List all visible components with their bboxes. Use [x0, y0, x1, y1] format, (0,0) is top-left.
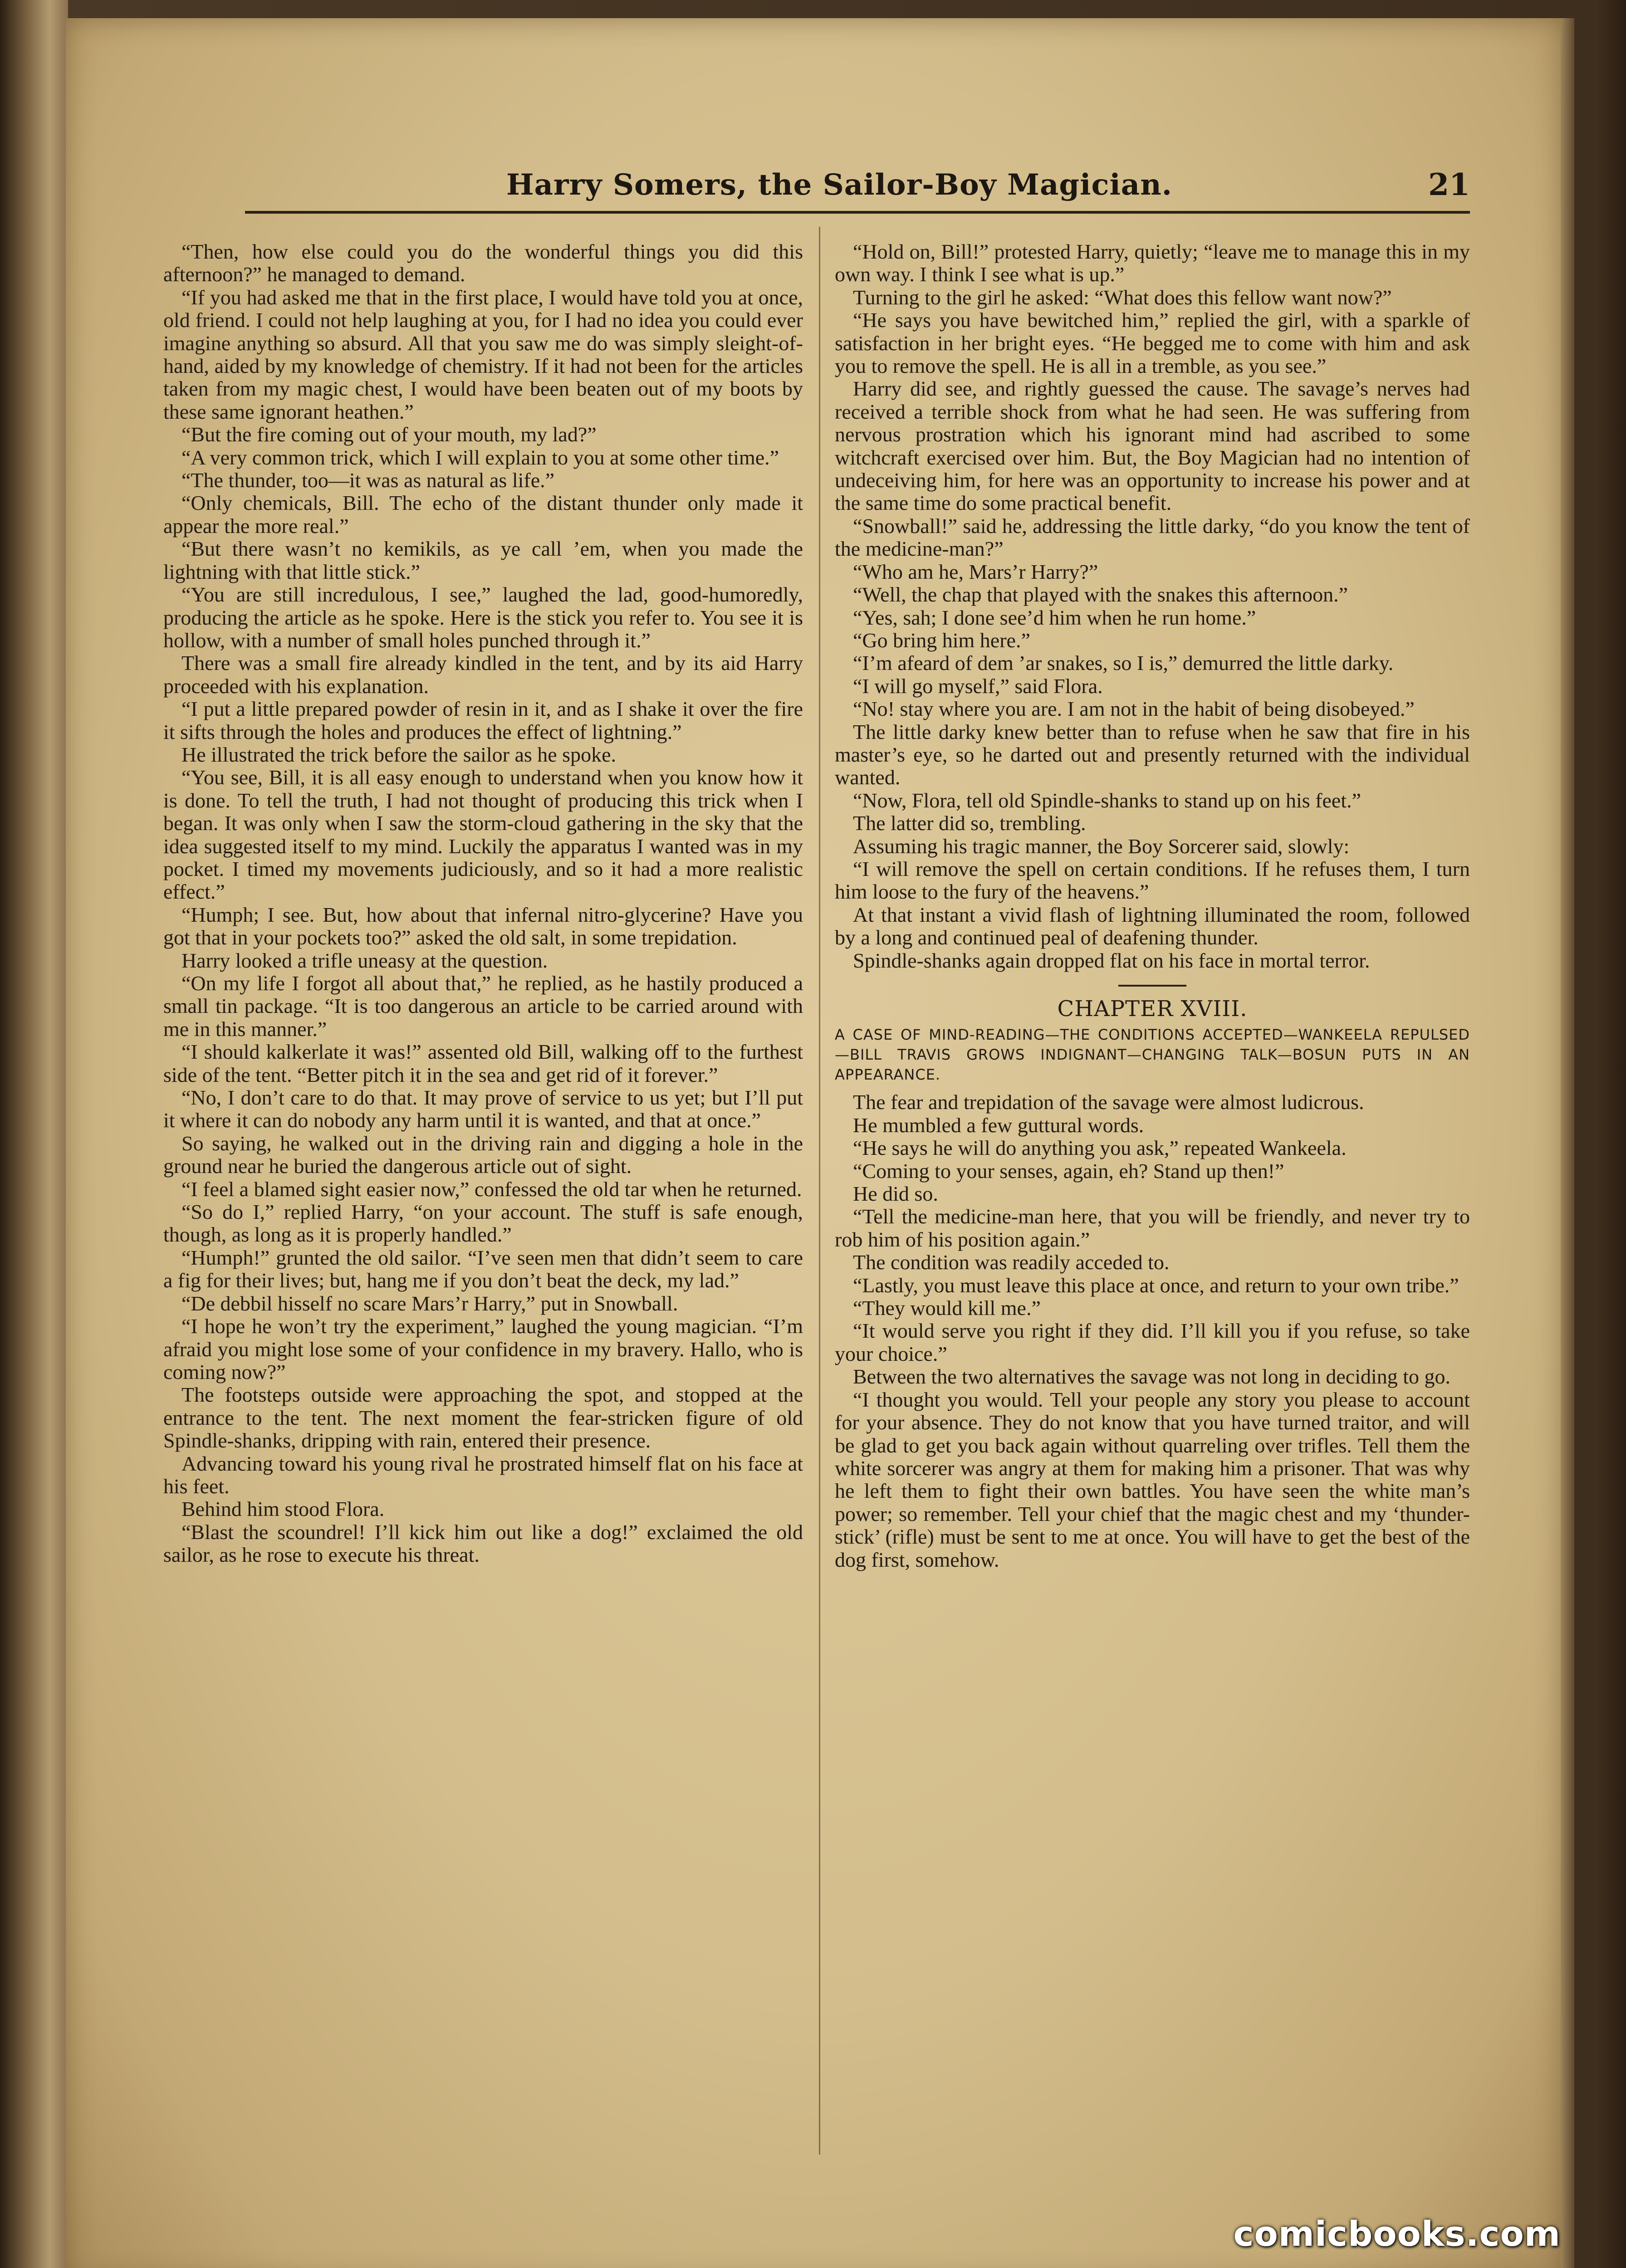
paragraph: “No! stay where you are. I am not in the habit of being disobeyed.” — [853, 697, 1415, 721]
book-spine-fold — [0, 0, 68, 2268]
paragraph: “Who am he, Mars’r Harry?” — [853, 560, 1098, 583]
paragraph: “You are still incredulous, I see,” laughed the lad, good-humoredly, producing the article as he spoke. Here is the stick you refer to. You see it is hollow, with a number of small holes punched through it.” — [163, 583, 803, 652]
paragraph: “It would serve you right if they did. I’ll kill you if you refuse, so take your choice.” — [835, 1319, 1470, 1365]
paragraph: “Lastly, you must leave this place at once, and return to your own tribe.” — [853, 1273, 1459, 1297]
paragraph: “They would kill me.” — [853, 1296, 1041, 1320]
paragraph: “If you had asked me that in the first place, I would have told you at once, old friend. I could not help laughing at you, for I had no idea you could ever imagine anything so absurd. All that you saw me do was simply sleight-of-hand, aided by my knowledge of chemistry. If it had not been for the articles taken from my magic chest, I would have been beaten out of my boots by these same ignorant heathen.” — [163, 285, 803, 423]
chapter-summary: A CASE OF MIND-READING—THE CONDITIONS ACCEPTED—WANKEELA REPULSED—BILL TRAVIS GROWS INDIGNANT—CHANGING TALK—BOSUN PUTS IN AN APPEARANCE. — [835, 1026, 1470, 1084]
paragraph: “But there wasn’t no kemikils, as ye call ’em, when you made the lightning with that little stick.” — [163, 537, 803, 583]
paragraph: Between the two alternatives the savage was not long in deciding to go. — [853, 1365, 1451, 1388]
paragraph: “Coming to your senses, again, eh? Stand up then!” — [853, 1159, 1284, 1183]
column-divider — [819, 227, 820, 2155]
paragraph: “Then, how else could you do the wonderful things you did this afternoon?” he managed to demand. — [163, 240, 803, 286]
paragraph: “I should kalkerlate it was!” assented old Bill, walking off to the furthest side of the tent. “Better pitch it in the sea and get rid of it forever.” — [163, 1040, 803, 1086]
paragraph: “Tell the medicine-man here, that you will be friendly, and never try to rob him of his position again.” — [835, 1205, 1470, 1251]
paragraph: “I thought you would. Tell your people any story you please to account for your absence. They do not know that you have turned traitor, and will be glad to get you back again without quarreling over trifles. Tell them the white sorcerer was angry at them for making him a prisoner. That was why he left them to fight their own battles. You have seen the white man’s power; so remember. Tell your chief that the magic chest and my ‘thunder-stick’ (rifle) must be sent to me at once. You will have to get the best of the dog first, somehow. — [835, 1388, 1470, 1571]
paragraph: “Well, the chap that played with the snakes this afternoon.” — [853, 583, 1348, 606]
paragraph: “On my life I forgot all about that,” he replied, as he hastily produced a small tin package. “It is too dangerous an article to be carried around with me in this manner.” — [163, 972, 803, 1041]
page-edge-shadow — [1561, 18, 1574, 2268]
right-column-top — [835, 240, 1470, 972]
paragraph: The footsteps outside were approaching the spot, and stopped at the entrance to the tent. The next moment the fear-stricken figure of old Spindle-shanks, dripping with rain, entered their presence. — [163, 1383, 803, 1452]
paragraph: “Humph; I see. But, how about that infernal nitro-glycerine? Have you got that in your pockets too?” asked the old salt, in some trepidation. — [163, 903, 803, 949]
paragraph: The latter did so, trembling. — [853, 811, 1086, 835]
paragraph: He did so. — [853, 1182, 938, 1206]
paragraph: “But the fire coming out of your mouth, my lad?” — [181, 423, 597, 446]
paragraph: “I hope he won’t try the experiment,” laughed the young magician. “I’m afraid you might lose some of your confidence in my bravery. Hallo, who is coming now?” — [163, 1315, 803, 1383]
paragraph: Advancing toward his young rival he prostrated himself flat on his face at his feet. — [163, 1452, 803, 1498]
paragraph: “He says you have bewitched him,” replied the girl, with a sparkle of satisfaction in her bright eyes. “He begged me to come with him and ask you to remove the spell. He is all in a tremble, as you see.” — [835, 308, 1470, 378]
paragraph: “So do I,” replied Harry, “on your account. The stuff is safe enough, though, as long as it is properly handled.” — [163, 1200, 803, 1246]
paragraph: “Now, Flora, tell old Spindle-shanks to stand up on his feet.” — [853, 788, 1362, 812]
paragraph: There was a small fire already kindled in the tent, and by its aid Harry proceeded with his explanation. — [163, 651, 803, 698]
paragraph: “I put a little prepared powder of resin in it, and as I shake it over the fire it sifts through the holes and produces the effect of lightning.” — [163, 697, 803, 743]
right-column-bottom — [835, 1091, 1470, 1571]
paragraph: So saying, he walked out in the driving rain and digging a hole in the ground near he buried the dangerous article out of sight. — [163, 1131, 803, 1178]
paragraph: The fear and trepidation of the savage were almost ludicrous. — [853, 1090, 1364, 1114]
paragraph: Spindle-shanks again dropped flat on his face in mortal terror. — [853, 948, 1370, 972]
paragraph: “I feel a blamed sight easier now,” confessed the old tar when he returned. — [181, 1177, 802, 1201]
paragraph: “Humph!” grunted the old sailor. “I’ve seen men that didn’t seem to care a fig for their lives; but, hang me if you don’t beat the deck, my lad.” — [163, 1246, 803, 1292]
paragraph: “No, I don’t care to do that. It may prove of service to us yet; but I’ll put it where it can do nobody any harm until it is wanted, and that at once.” — [163, 1086, 803, 1132]
chapter-rule — [1118, 985, 1186, 987]
paragraph: “The thunder, too—it was as natural as life.” — [181, 469, 555, 492]
watermark: comicbooks.com — [1233, 2214, 1561, 2254]
paragraph: Behind him stood Flora. — [181, 1497, 385, 1521]
left-column — [163, 240, 803, 1567]
paragraph: Harry did see, and rightly guessed the cause. The savage’s nerves had received a terrible shock from what he had seen. He was suffering from nervous prostration which his ignorant mind had ascribed to some witchcraft exercised over him. But, the Boy Magician had no intention of undeceiving him, for here was an opportunity to increase his power and at the same time do some practical benefit. — [835, 377, 1470, 515]
paragraph: “You see, Bill, it is all easy enough to understand when you know how it is done. To tell the truth, I had not thought of producing this trick when I began. It was only when I saw the storm-cloud gathering in the sky that the idea suggested itself to my mind. Luckily the apparatus I wanted was in my pocket. I timed my movements judiciously, and so it had a more realistic effect.” — [163, 766, 803, 904]
paragraph: “A very common trick, which I will explain to you at some other time.” — [181, 445, 779, 469]
running-title: Harry Somers, the Sailor-Boy Magician. — [506, 168, 1173, 202]
paragraph: Turning to the girl he asked: “What does this fellow want now?” — [853, 285, 1392, 309]
paragraph: “I’m afeard of dem ’ar snakes, so I is,” demurred the little darky. — [853, 651, 1394, 675]
paragraph: “I will remove the spell on certain conditions. If he refuses them, I turn him loose to the fury of the heavens.” — [835, 857, 1470, 904]
paragraph: “Only chemicals, Bill. The echo of the distant thunder only made it appear the more real.” — [163, 491, 803, 538]
paragraph: “Go bring him here.” — [853, 628, 1030, 652]
paragraph: “Yes, sah; I done see’d him when he run home.” — [853, 606, 1256, 629]
paragraph: He illustrated the trick before the sailor as he spoke. — [181, 743, 617, 766]
paragraph: “Snowball!” said he, addressing the little darky, “do you know the tent of the medicine-man?” — [835, 514, 1470, 561]
paragraph: “Blast the scoundrel! I’ll kick him out like a dog!” exclaimed the old sailor, as he rose to execute his threat. — [163, 1520, 803, 1567]
paragraph: “I will go myself,” said Flora. — [853, 674, 1103, 698]
paragraph: “De debbil hisself no scare Mars’r Harry,” put in Snowball. — [181, 1291, 678, 1315]
paragraph: Harry looked a trifle uneasy at the question. — [181, 948, 548, 972]
paragraph: He mumbled a few guttural words. — [853, 1113, 1144, 1137]
paragraph: “Hold on, Bill!” protested Harry, quietly; “leave me to manage this in my own way. I think I see what is up.” — [835, 240, 1470, 286]
paragraph: “He says he will do anything you ask,” repeated Wankeela. — [853, 1136, 1347, 1160]
chapter-heading: CHAPTER XVIII. — [1057, 996, 1248, 1022]
right-column — [835, 240, 1470, 1571]
paragraph: Assuming his tragic manner, the Boy Sorcerer said, slowly: — [853, 834, 1350, 858]
paragraph: At that instant a vivid flash of lightning illuminated the room, followed by a long and continued peal of deafening thunder. — [835, 903, 1470, 949]
header-rule — [245, 211, 1470, 214]
paragraph: The condition was readily acceded to. — [853, 1251, 1170, 1274]
paragraph: The little darky knew better than to refuse when he saw that fire in his master’s eye, so he darted out and presently returned with the individual wanted. — [835, 720, 1470, 789]
page-number: 21 — [1428, 167, 1470, 202]
